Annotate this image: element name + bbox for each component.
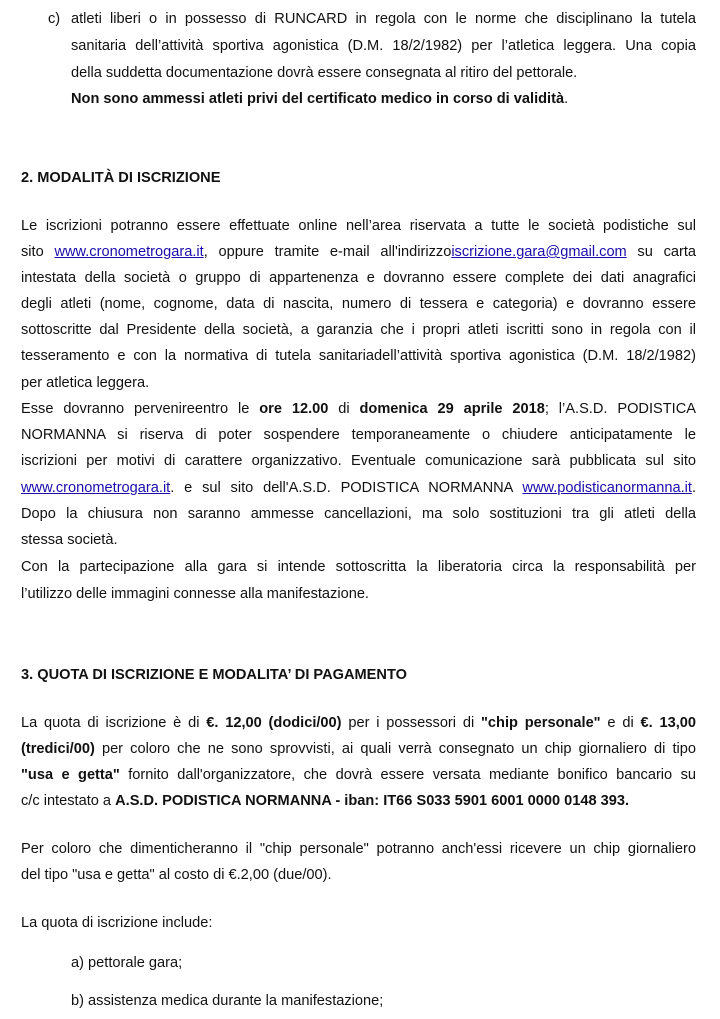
s3-p2-line-1: Per coloro che dimenticheranno il "chip personale" potranno anch'essi ricevere un chip giornaliero <box>21 841 696 857</box>
s2-p1-line-5: sottoscritte dal Presidente della società, a garanzia che i propri atleti iscritti sono in regola con il <box>21 322 696 338</box>
list-item-a: a) pettorale gara; <box>71 955 183 971</box>
s3-p1-line-4 <box>21 788 696 815</box>
list-item-b: b) assistenza medica durante la manifestazione; <box>71 993 384 1009</box>
text-span: fornito dall'organizzatore, che dovrà essere versata mediante bonifico bancario su <box>119 767 696 783</box>
text-span: su carta <box>626 244 697 260</box>
cronometrogara-link[interactable]: www.cronometrogara.it <box>54 244 204 260</box>
s3-p1-line-3 <box>21 762 696 789</box>
text-span: . e sul sito dell'A.S.D. PODISTICA NORMANNA <box>170 480 523 496</box>
s2-p4-line-2: l’utilizzo delle immagini connesse alla manifestazione. <box>21 586 369 602</box>
s2-p1-line-2 <box>21 239 696 266</box>
s2-p1-line-6: tesseramento e con la normativa di tutela sanitariadell’attività sportiva agonistica (D.M. 18/2/1982) <box>21 348 696 364</box>
text-span: e di <box>600 715 641 731</box>
item-c-line-1: atleti liberi o in possesso di RUNCARD in regola con le norme che disciplinano la tutela <box>71 11 696 27</box>
s2-p2-line-4 <box>21 475 696 502</box>
deadline-time: ore 12.00 <box>259 401 329 417</box>
price-with-chip: €. 12,00 (dodici/00) <box>206 715 342 731</box>
usa-e-getta-label: "usa e getta" <box>21 767 120 783</box>
text-span: La quota di iscrizione è di <box>21 715 207 731</box>
iban-text: A.S.D. PODISTICA NORMANNA - iban: IT66 S033 5901 6001 0000 0148 393. <box>115 793 630 809</box>
s2-p2-line-3: iscrizioni per motivi di carattere organizzativo. Eventuale comunicazione sarà pubblicata sul sito <box>21 453 696 469</box>
medical-certificate-notice <box>71 86 696 113</box>
s3-p3-line: La quota di iscrizione include: <box>21 915 213 931</box>
notice-bold-text: Non sono ammessi atleti privi del certificato medico in corso di validità <box>71 91 565 107</box>
s3-p2-line-2: del tipo "usa e getta" al costo di €.2,00 (due/00). <box>21 867 332 883</box>
s3-p1-line-1 <box>21 710 696 737</box>
text-span: di <box>328 401 360 417</box>
section-2-heading: 2. MODALITÀ DI ISCRIZIONE <box>21 170 221 186</box>
text-span: c/c intestato a <box>21 793 116 809</box>
s2-p3-line-2: stessa società. <box>21 532 118 548</box>
deadline-date: domenica 29 aprile 2018 <box>359 401 545 417</box>
text-span: Esse dovranno pervenireentro le <box>21 401 260 417</box>
text-span: , oppure tramite e-mail all'indirizzo <box>203 244 452 260</box>
s3-p1-line-2 <box>21 736 696 763</box>
text-span: ; l’A.S.D. PODISTICA <box>544 401 696 417</box>
chip-personale-label: "chip personale" <box>481 715 601 731</box>
notice-end: . <box>564 91 569 107</box>
s2-p1-line-3: intestata della società o gruppo di appartenenza e dovranno essere complete dei dati anagrafici <box>21 270 696 286</box>
email-link[interactable]: iscrizione.gara@gmail.com <box>451 244 627 260</box>
item-c-line-2: sanitaria dell’attività sportiva agonistica (D.M. 18/2/1982) per l’atletica leggera. Una copia <box>71 38 696 54</box>
s2-p3-line-1: Dopo la chiusura non saranno ammesse cancellazioni, ma solo sostituzioni tra gli atleti della <box>21 506 696 522</box>
text-span: per i possessori di <box>341 715 482 731</box>
podisticanormanna-link[interactable]: www.podisticanormanna.it <box>522 480 692 496</box>
s2-p1-line-7: per atletica leggera. <box>21 375 150 391</box>
item-marker-c: c) <box>48 11 61 27</box>
text-span: per coloro che ne sono sprovvisti, ai quali verrà consegnato un chip giornaliero di tipo <box>94 741 696 757</box>
price-without-chip: €. 13,00 <box>640 715 696 731</box>
price-without-chip-words: (tredici/00) <box>21 741 95 757</box>
s2-p1-line-4: degli atleti (nome, cognome, data di nascita, numero di tessera e categoria) e dovranno essere <box>21 296 696 312</box>
cronometrogara-link-2[interactable]: www.cronometrogara.it <box>21 480 171 496</box>
text-span: sito <box>21 244 55 260</box>
text-span: . <box>691 480 696 496</box>
s2-p2-line-2: NORMANNA si riserva di poter sospendere temporaneamente o chiudere anticipatamente le <box>21 427 696 443</box>
s2-p4-line-1: Con la partecipazione alla gara si intende sottoscritta la liberatoria circa la responsabilità per <box>21 559 696 575</box>
item-c-line-3: della suddetta documentazione dovrà essere consegnata al ritiro del pettorale. <box>71 65 578 81</box>
s2-p1-line-1: Le iscrizioni potranno essere effettuate online nell’area riservata a tutte le società podistiche sul <box>21 218 696 234</box>
section-3-heading: 3. QUOTA DI ISCRIZIONE E MODALITA’ DI PAGAMENTO <box>21 667 407 683</box>
s2-p2-line-1 <box>21 396 696 423</box>
